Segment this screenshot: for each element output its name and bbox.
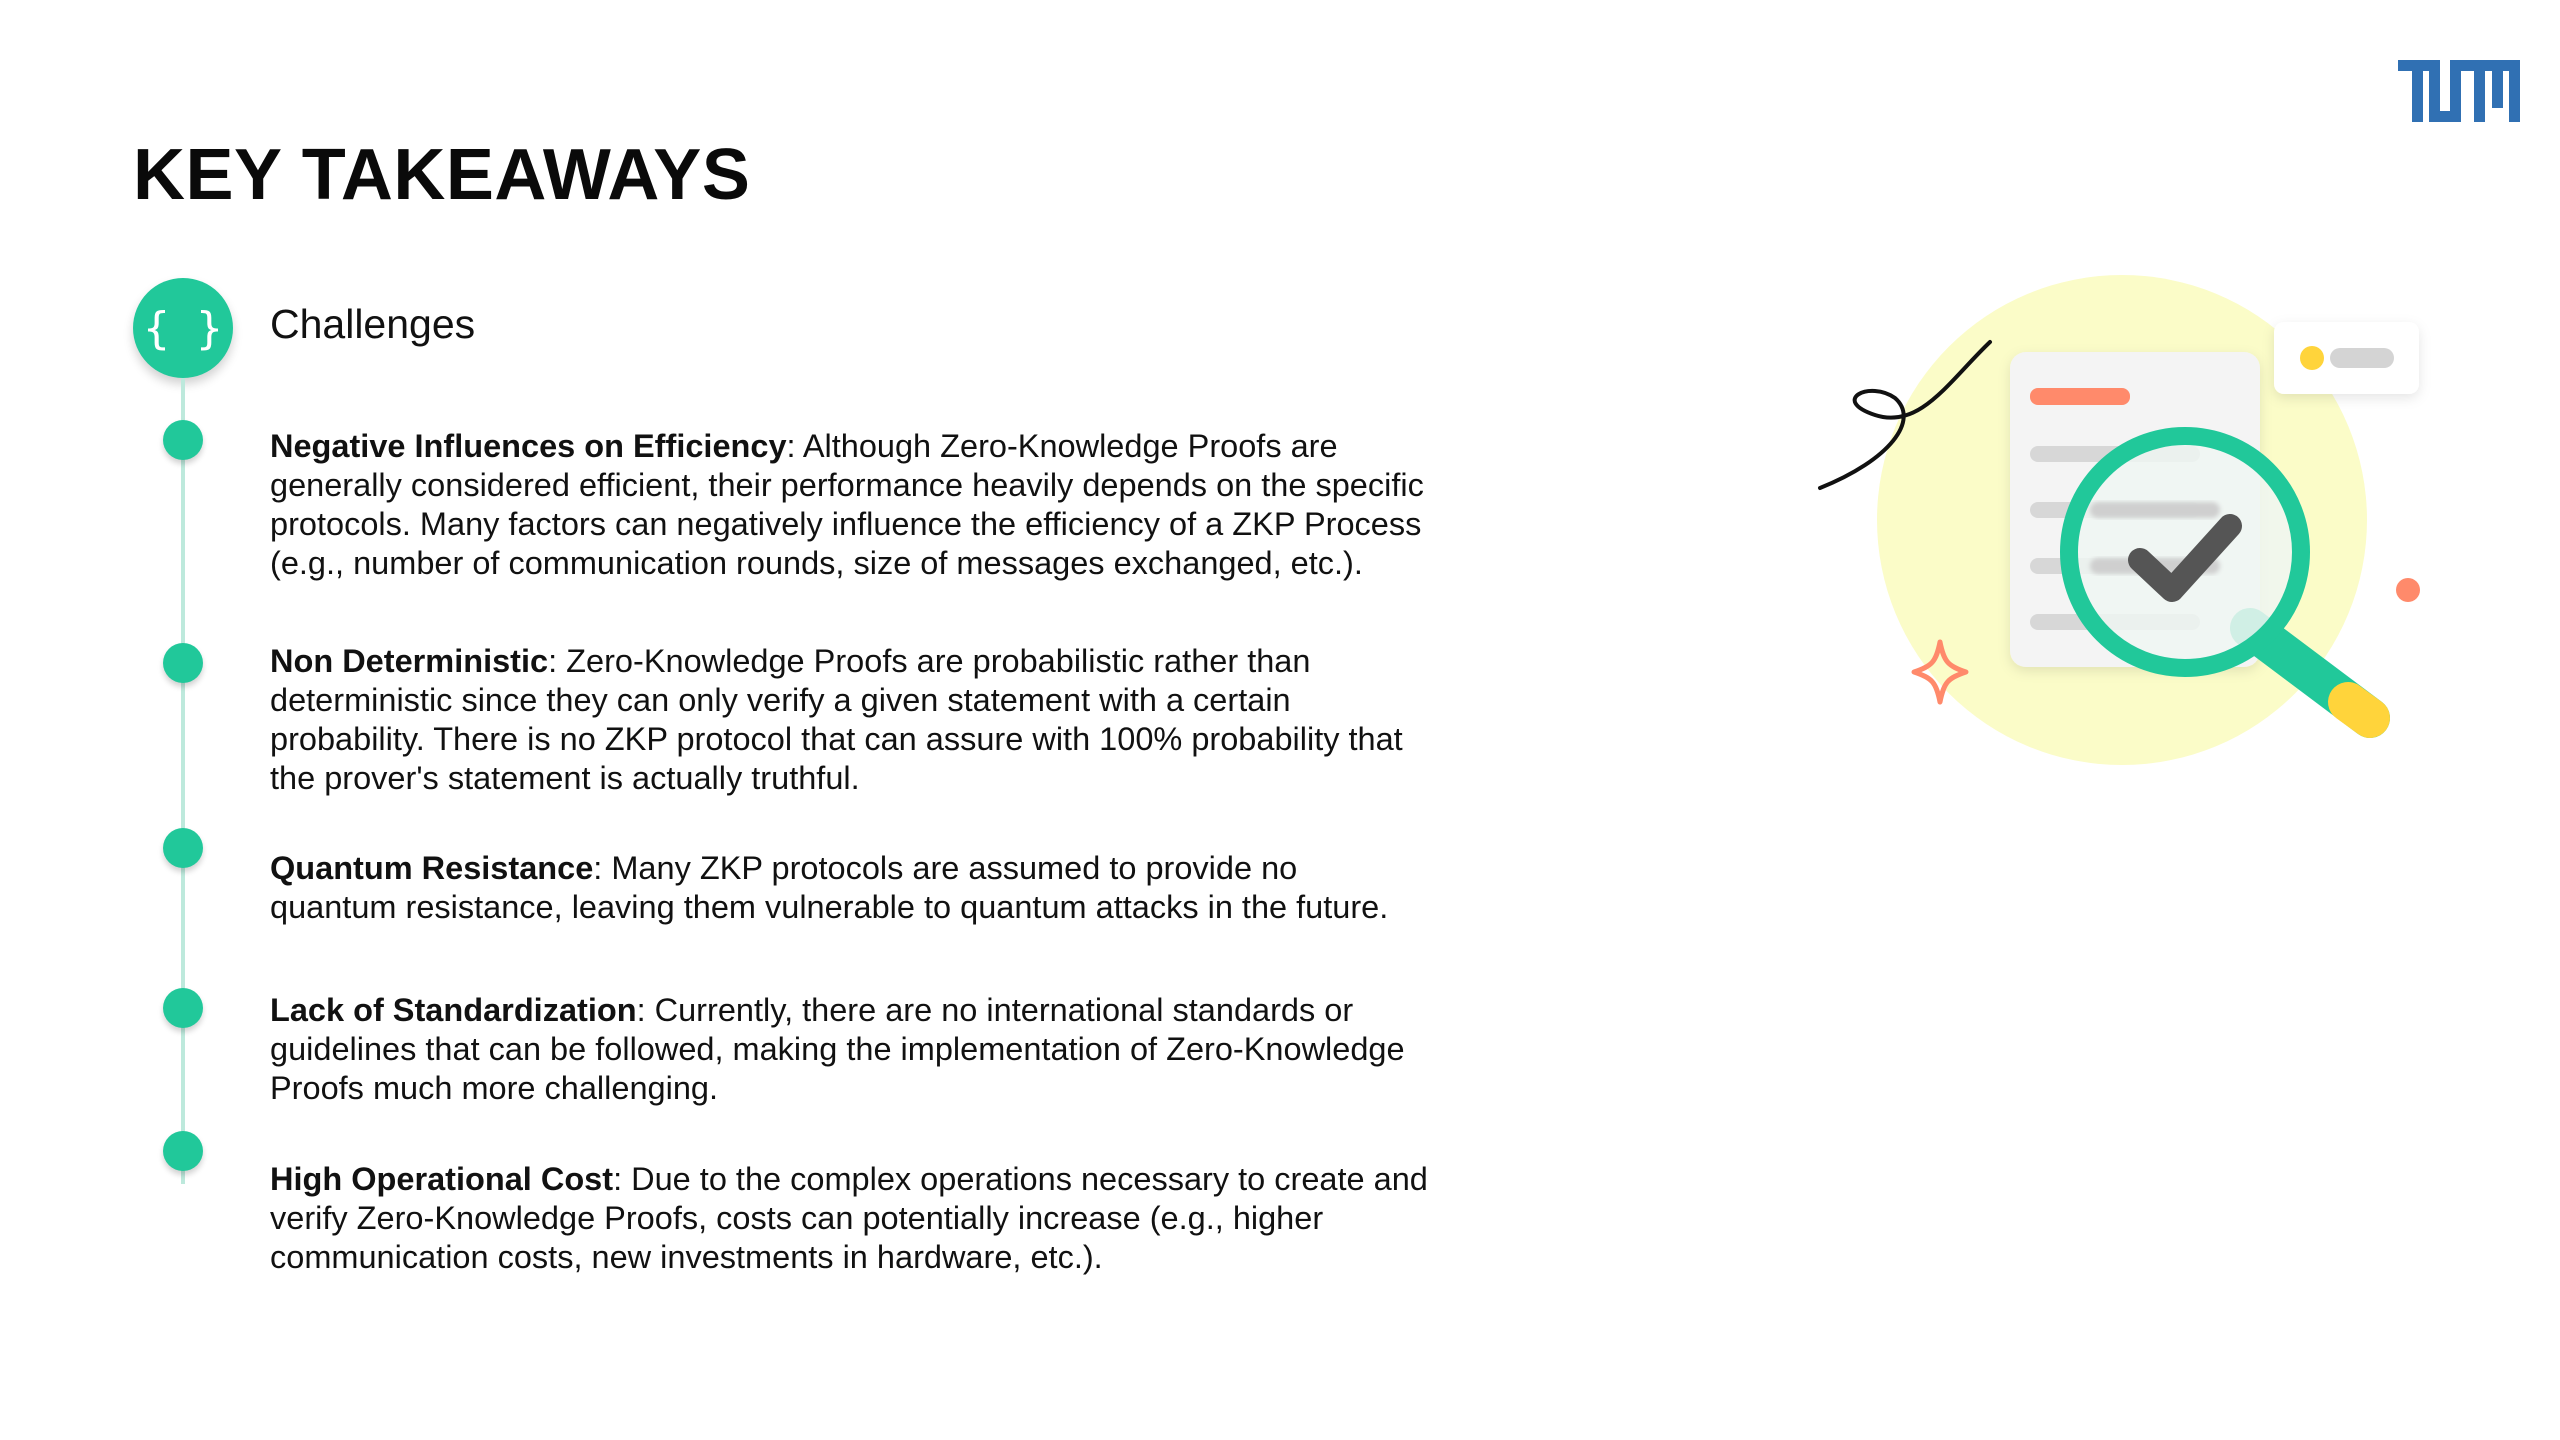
- timeline-dot: [163, 1131, 203, 1171]
- challenge-term: Quantum Resistance: [270, 850, 594, 886]
- challenge-item: [270, 642, 1430, 798]
- decor-dot: [2396, 578, 2420, 602]
- challenge-description: : Due to the complex operations necessary to create and verify Zero-Knowledge Proofs, costs can potentially increase (e.g., higher communication costs, new investments in hardware, etc.).: [270, 1161, 1428, 1275]
- section-icon-badge: [133, 278, 233, 378]
- challenge-description: : Although Zero-Knowledge Proofs are generally considered efficient, their performance heavily depends on the specific protocols. Many factors can negatively influence the efficiency of a ZKP Process (e.g., number of communication rounds, size of messages exchanged, etc.).: [270, 428, 1424, 581]
- challenge-term: Non Deterministic: [270, 643, 549, 679]
- challenge-item: [270, 427, 1430, 583]
- curly-braces-icon: { }: [143, 302, 223, 354]
- challenge-description: : Many ZKP protocols are assumed to provide no quantum resistance, leaving them vulnerable to quantum attacks in the future.: [270, 850, 1389, 925]
- timeline-line: [181, 378, 185, 1184]
- challenge-item: [270, 1160, 1430, 1277]
- challenge-term: Negative Influences on Efficiency: [270, 428, 787, 464]
- challenge-item: [270, 991, 1430, 1108]
- challenge-description: : Zero-Knowledge Proofs are probabilistic rather than deterministic since they can only verify a given statement with a certain probability. There is no ZKP protocol that can assure with 100% probability that the prover's statement is actually truthful.: [270, 643, 1403, 796]
- challenge-description: : Currently, there are no international standards or guidelines that can be followed, making the implementation of Zero-Knowledge Proofs much more challenging.: [270, 992, 1405, 1106]
- timeline-dot: [163, 988, 203, 1028]
- magnifier-handle-tip: [2348, 702, 2370, 718]
- challenge-item: [270, 849, 1430, 927]
- document-magnifier-illustration: [1800, 270, 2440, 790]
- tag-dot: [2300, 346, 2324, 370]
- timeline-dot: [163, 828, 203, 868]
- challenge-term: Lack of Standardization: [270, 992, 637, 1028]
- tum-logo: [2398, 60, 2520, 122]
- page-title: KEY TAKEAWAYS: [133, 135, 751, 215]
- section-title: Challenges: [270, 301, 476, 347]
- challenge-term: High Operational Cost: [270, 1161, 614, 1197]
- document-title-line: [2030, 388, 2130, 405]
- tag-line: [2330, 348, 2394, 368]
- timeline-dot: [163, 643, 203, 683]
- timeline-dot: [163, 420, 203, 460]
